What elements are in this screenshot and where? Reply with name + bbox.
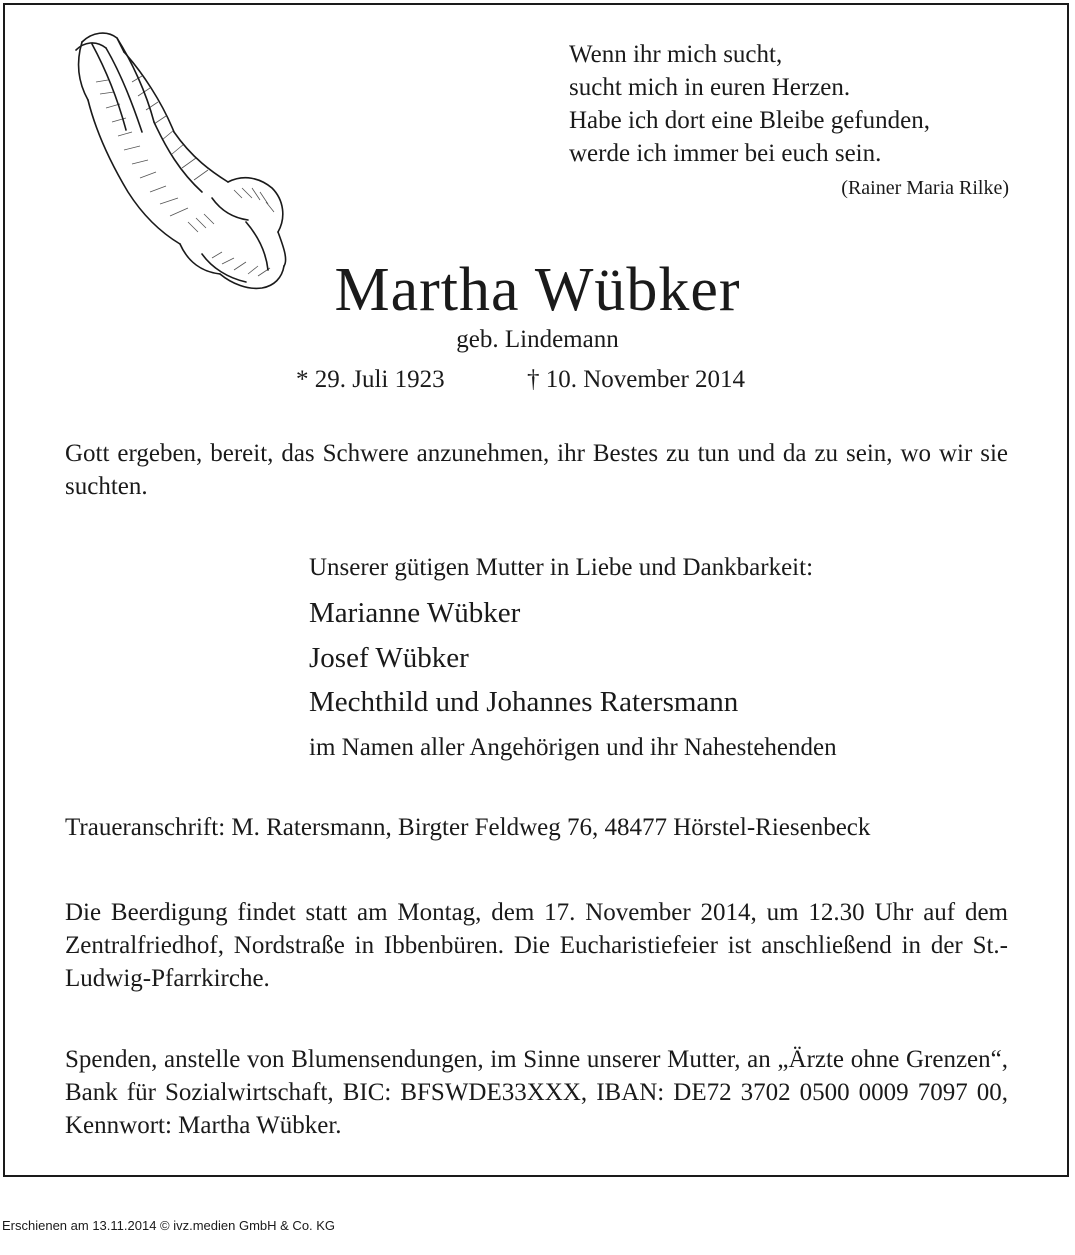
- poem-line: Wenn ihr mich sucht,: [569, 41, 783, 68]
- publication-footer: Erschienen am 13.11.2014 © ivz.medien GmbH & Co. KG: [2, 1218, 336, 1233]
- signer-name: Josef Wübker: [309, 642, 469, 674]
- poem-line: sucht mich in euren Herzen.: [569, 74, 851, 101]
- mourning-address: Traueranschrift: M. Ratersmann, Birgter Feldweg 76, 48477 Hörstel-Riesenbeck: [65, 814, 871, 841]
- poem-line: werde ich immer bei euch sein.: [569, 140, 882, 167]
- donation-text: Spenden, anstelle von Blumensendungen, im Sinne unserer Mutter, an „Ärzte ohne Grenzen“, Bank für Sozialwirtschaft, BIC: BFSWDE33XXX, IBAN: DE72 3702 0500 0009 7097 00, Kennwort: Martha Wübker.: [65, 1046, 1008, 1139]
- deceased-name: Martha Wübker: [334, 256, 741, 324]
- dedication: Unserer gütigen Mutter in Liebe und Dankbarkeit:: [309, 554, 814, 581]
- funeral-text: Die Beerdigung findet statt am Montag, dem 17. November 2014, um 12.30 Uhr auf dem Zentralfriedhof, Nordstraße in Ibbenbüren. Die Eucharistiefeier ist anschließend in der St.-Ludwig-Pfarrkirche.: [65, 899, 1008, 992]
- maiden-name: geb. Lindemann: [456, 326, 619, 353]
- poem-line: Habe ich dort eine Bleibe gefunden,: [569, 107, 930, 134]
- poem-attribution: (Rainer Maria Rilke): [841, 177, 1009, 199]
- birth-date: * 29. Juli 1923: [296, 366, 445, 393]
- rilke-poem: [569, 38, 930, 170]
- intro-text: Gott ergeben, bereit, das Schwere anzunehmen, ihr Bestes zu tun und da zu sein, wo wir sie suchten.: [65, 440, 1008, 500]
- signer-name: Mechthild und Johannes Ratersmann: [309, 686, 739, 718]
- death-date: † 10. November 2014: [527, 366, 746, 393]
- signer-name: Marianne Wübker: [309, 597, 521, 629]
- on-behalf-line: im Namen aller Angehörigen und ihr Nahestehenden: [309, 734, 837, 761]
